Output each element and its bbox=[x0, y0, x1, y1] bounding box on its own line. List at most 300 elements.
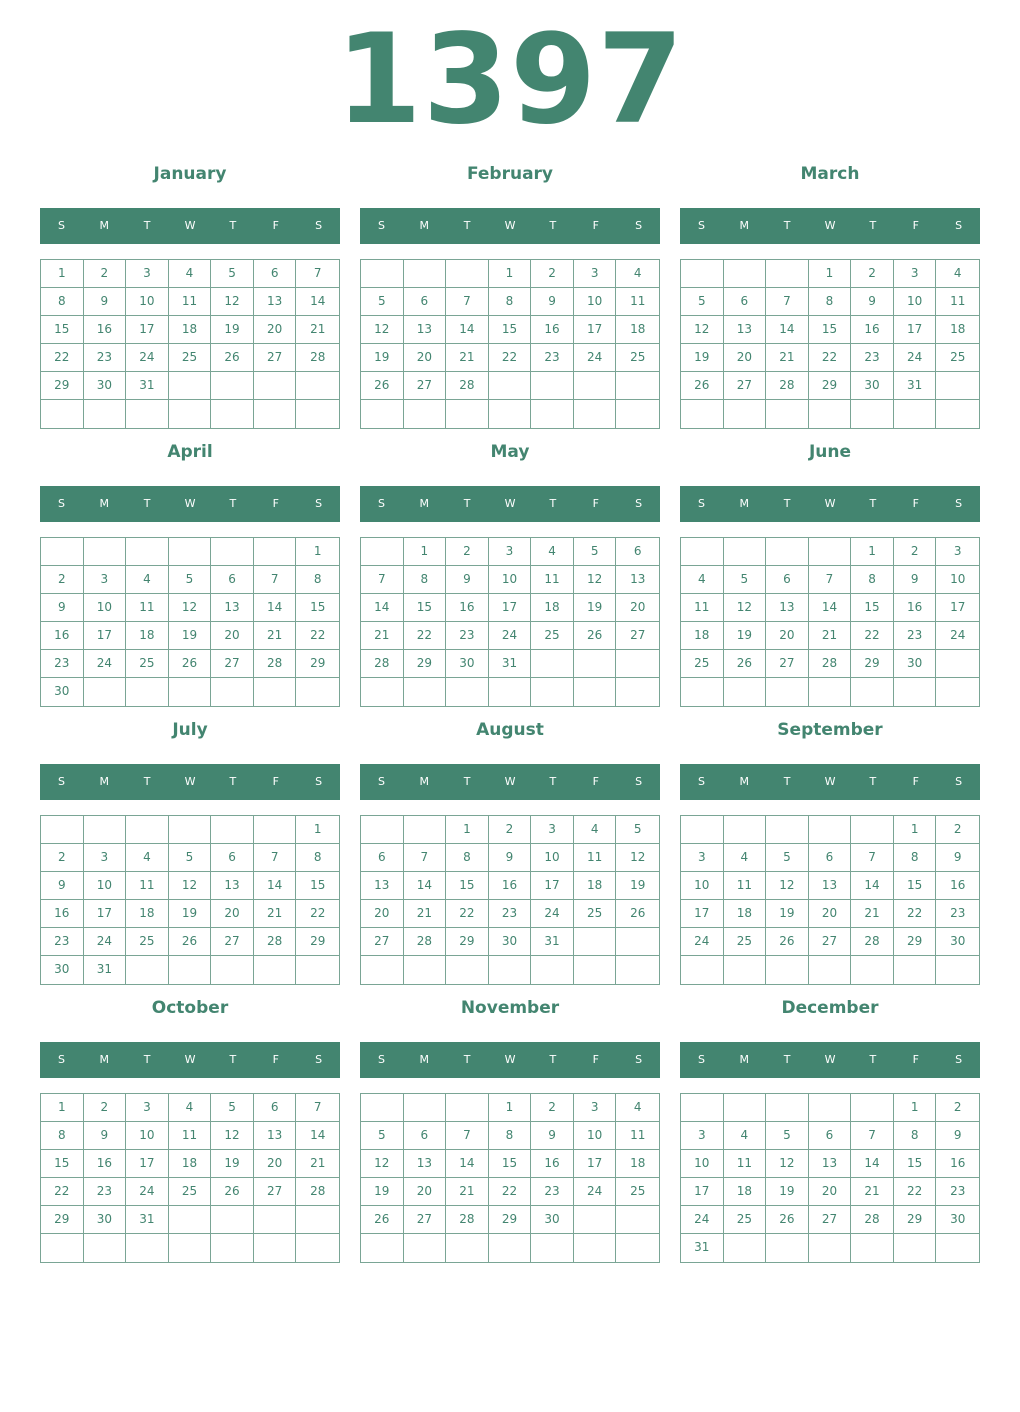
day-cell: 16 bbox=[41, 900, 84, 928]
empty-day-cell bbox=[616, 1234, 659, 1262]
day-cell: 12 bbox=[361, 316, 404, 344]
month-april bbox=[40, 438, 340, 707]
day-cell: 12 bbox=[766, 1150, 809, 1178]
day-cell: 23 bbox=[84, 1178, 127, 1206]
day-cell: 26 bbox=[361, 372, 404, 400]
month-title: December bbox=[781, 998, 879, 1018]
empty-day-cell bbox=[404, 678, 447, 706]
empty-day-cell bbox=[766, 956, 809, 984]
weekday-label: S bbox=[697, 775, 705, 788]
day-cell: 26 bbox=[574, 622, 617, 650]
empty-day-cell bbox=[296, 400, 339, 428]
day-cell: 27 bbox=[211, 928, 254, 956]
day-cell: 18 bbox=[531, 594, 574, 622]
month-january bbox=[40, 160, 340, 429]
empty-day-cell bbox=[404, 1094, 447, 1122]
empty-day-cell bbox=[681, 956, 724, 984]
empty-day-cell bbox=[851, 1234, 894, 1262]
weekday-label: W bbox=[824, 775, 836, 788]
day-cell: 15 bbox=[809, 316, 852, 344]
empty-day-cell bbox=[531, 678, 574, 706]
empty-day-cell bbox=[446, 956, 489, 984]
day-cell: 4 bbox=[126, 566, 169, 594]
empty-day-cell bbox=[574, 928, 617, 956]
day-cell: 25 bbox=[169, 1178, 212, 1206]
day-cell: 5 bbox=[211, 260, 254, 288]
day-cell: 1 bbox=[296, 538, 339, 566]
month-november bbox=[360, 994, 660, 1263]
day-cell: 18 bbox=[126, 900, 169, 928]
weekday-label: S bbox=[955, 1053, 963, 1066]
day-cell: 8 bbox=[894, 1122, 937, 1150]
empty-day-cell bbox=[724, 1234, 767, 1262]
empty-day-cell bbox=[84, 816, 127, 844]
day-cell: 3 bbox=[681, 844, 724, 872]
weekday-label: M bbox=[419, 775, 430, 788]
day-cell: 8 bbox=[404, 566, 447, 594]
day-cell: 5 bbox=[574, 538, 617, 566]
day-cell: 31 bbox=[126, 1206, 169, 1234]
day-cell: 26 bbox=[211, 1178, 254, 1206]
day-cell: 7 bbox=[851, 1122, 894, 1150]
day-cell: 22 bbox=[894, 900, 937, 928]
empty-day-cell bbox=[531, 650, 574, 678]
day-cell: 7 bbox=[766, 288, 809, 316]
day-cell: 6 bbox=[211, 844, 254, 872]
day-cell: 23 bbox=[851, 344, 894, 372]
day-cell: 13 bbox=[404, 1150, 447, 1178]
day-cell: 8 bbox=[296, 566, 339, 594]
day-cell: 12 bbox=[574, 566, 617, 594]
day-cell: 1 bbox=[41, 260, 84, 288]
day-cell: 15 bbox=[296, 594, 339, 622]
weekday-label: W bbox=[184, 497, 196, 510]
empty-day-cell bbox=[936, 400, 979, 428]
weekday-label: F bbox=[912, 775, 919, 788]
day-cell: 7 bbox=[446, 1122, 489, 1150]
day-cell: 2 bbox=[531, 1094, 574, 1122]
day-cell: 30 bbox=[851, 372, 894, 400]
weekday-label: M bbox=[99, 1053, 110, 1066]
weekday-label: T bbox=[463, 219, 471, 232]
empty-day-cell bbox=[616, 1206, 659, 1234]
day-cell: 21 bbox=[766, 344, 809, 372]
day-cell: 24 bbox=[681, 928, 724, 956]
day-cell: 21 bbox=[851, 1178, 894, 1206]
day-grid bbox=[360, 537, 660, 707]
day-cell: 15 bbox=[446, 872, 489, 900]
day-cell: 10 bbox=[126, 1122, 169, 1150]
weekday-label: S bbox=[955, 775, 963, 788]
day-cell: 13 bbox=[809, 1150, 852, 1178]
day-cell: 27 bbox=[361, 928, 404, 956]
day-cell: 28 bbox=[404, 928, 447, 956]
day-cell: 1 bbox=[851, 538, 894, 566]
day-cell: 17 bbox=[681, 900, 724, 928]
day-cell: 17 bbox=[894, 316, 937, 344]
day-cell: 31 bbox=[489, 650, 532, 678]
day-cell: 24 bbox=[489, 622, 532, 650]
day-cell: 19 bbox=[361, 344, 404, 372]
day-cell: 22 bbox=[296, 622, 339, 650]
day-cell: 10 bbox=[574, 288, 617, 316]
month-title: March bbox=[800, 164, 860, 184]
day-cell: 20 bbox=[404, 1178, 447, 1206]
day-cell: 13 bbox=[254, 288, 297, 316]
empty-day-cell bbox=[574, 1234, 617, 1262]
empty-day-cell bbox=[489, 1234, 532, 1262]
day-cell: 20 bbox=[404, 344, 447, 372]
day-cell: 31 bbox=[126, 372, 169, 400]
day-cell: 8 bbox=[446, 844, 489, 872]
weekday-label: W bbox=[184, 219, 196, 232]
empty-day-cell bbox=[766, 678, 809, 706]
day-cell: 27 bbox=[766, 650, 809, 678]
day-cell: 21 bbox=[809, 622, 852, 650]
weekday-label: T bbox=[143, 775, 151, 788]
empty-day-cell bbox=[84, 538, 127, 566]
day-cell: 11 bbox=[616, 1122, 659, 1150]
empty-day-cell bbox=[724, 678, 767, 706]
day-cell: 2 bbox=[84, 260, 127, 288]
empty-day-cell bbox=[254, 400, 297, 428]
day-cell: 30 bbox=[41, 956, 84, 984]
weekday-header bbox=[360, 764, 660, 800]
weekday-label: T bbox=[549, 497, 557, 510]
day-cell: 2 bbox=[489, 816, 532, 844]
day-cell: 21 bbox=[296, 316, 339, 344]
empty-day-cell bbox=[254, 1206, 297, 1234]
day-cell: 15 bbox=[894, 1150, 937, 1178]
day-cell: 1 bbox=[894, 816, 937, 844]
weekday-label: W bbox=[824, 219, 836, 232]
weekday-label: T bbox=[783, 1053, 791, 1066]
empty-day-cell bbox=[936, 372, 979, 400]
day-cell: 27 bbox=[254, 1178, 297, 1206]
empty-day-cell bbox=[41, 400, 84, 428]
day-cell: 26 bbox=[169, 928, 212, 956]
day-cell: 12 bbox=[169, 872, 212, 900]
day-cell: 6 bbox=[616, 538, 659, 566]
empty-day-cell bbox=[681, 816, 724, 844]
weekday-label: S bbox=[377, 497, 385, 510]
day-cell: 13 bbox=[616, 566, 659, 594]
day-cell: 8 bbox=[809, 288, 852, 316]
day-cell: 18 bbox=[616, 1150, 659, 1178]
day-cell: 31 bbox=[681, 1234, 724, 1262]
day-cell: 9 bbox=[489, 844, 532, 872]
empty-day-cell bbox=[574, 372, 617, 400]
day-cell: 17 bbox=[574, 316, 617, 344]
day-cell: 19 bbox=[361, 1178, 404, 1206]
empty-day-cell bbox=[404, 260, 447, 288]
day-cell: 2 bbox=[894, 538, 937, 566]
day-cell: 7 bbox=[361, 566, 404, 594]
day-cell: 8 bbox=[41, 288, 84, 316]
day-cell: 17 bbox=[126, 316, 169, 344]
weekday-header bbox=[680, 764, 980, 800]
weekday-label: T bbox=[783, 219, 791, 232]
day-cell: 20 bbox=[809, 900, 852, 928]
weekday-header bbox=[680, 208, 980, 244]
day-cell: 5 bbox=[724, 566, 767, 594]
day-cell: 9 bbox=[936, 1122, 979, 1150]
empty-day-cell bbox=[169, 372, 212, 400]
weekday-label: T bbox=[869, 775, 877, 788]
empty-day-cell bbox=[361, 678, 404, 706]
day-cell: 5 bbox=[681, 288, 724, 316]
empty-day-cell bbox=[936, 678, 979, 706]
empty-day-cell bbox=[211, 372, 254, 400]
day-cell: 14 bbox=[809, 594, 852, 622]
day-cell: 26 bbox=[766, 1206, 809, 1234]
empty-day-cell bbox=[851, 400, 894, 428]
empty-day-cell bbox=[41, 816, 84, 844]
empty-day-cell bbox=[404, 1234, 447, 1262]
day-cell: 20 bbox=[724, 344, 767, 372]
empty-day-cell bbox=[169, 538, 212, 566]
day-cell: 30 bbox=[489, 928, 532, 956]
day-cell: 9 bbox=[894, 566, 937, 594]
day-cell: 11 bbox=[169, 1122, 212, 1150]
day-cell: 3 bbox=[126, 1094, 169, 1122]
empty-day-cell bbox=[211, 816, 254, 844]
month-title: September bbox=[777, 720, 883, 740]
day-cell: 11 bbox=[724, 1150, 767, 1178]
day-cell: 10 bbox=[84, 872, 127, 900]
day-cell: 3 bbox=[531, 816, 574, 844]
day-cell: 28 bbox=[766, 372, 809, 400]
day-cell: 9 bbox=[531, 288, 574, 316]
day-cell: 22 bbox=[851, 622, 894, 650]
day-cell: 22 bbox=[489, 1178, 532, 1206]
day-cell: 30 bbox=[936, 928, 979, 956]
day-cell: 10 bbox=[936, 566, 979, 594]
day-cell: 31 bbox=[894, 372, 937, 400]
day-cell: 30 bbox=[41, 678, 84, 706]
empty-day-cell bbox=[211, 956, 254, 984]
day-cell: 14 bbox=[361, 594, 404, 622]
day-cell: 7 bbox=[446, 288, 489, 316]
day-cell: 26 bbox=[766, 928, 809, 956]
day-cell: 21 bbox=[851, 900, 894, 928]
month-october bbox=[40, 994, 340, 1263]
day-cell: 19 bbox=[574, 594, 617, 622]
day-cell: 17 bbox=[489, 594, 532, 622]
empty-day-cell bbox=[616, 928, 659, 956]
day-cell: 14 bbox=[446, 1150, 489, 1178]
empty-day-cell bbox=[894, 1234, 937, 1262]
weekday-label: F bbox=[272, 775, 279, 788]
day-cell: 7 bbox=[404, 844, 447, 872]
day-cell: 8 bbox=[489, 1122, 532, 1150]
empty-day-cell bbox=[894, 400, 937, 428]
day-cell: 25 bbox=[126, 650, 169, 678]
day-cell: 24 bbox=[681, 1206, 724, 1234]
month-august bbox=[360, 716, 660, 985]
day-cell: 2 bbox=[531, 260, 574, 288]
day-cell: 19 bbox=[616, 872, 659, 900]
day-cell: 20 bbox=[254, 1150, 297, 1178]
day-cell: 26 bbox=[361, 1206, 404, 1234]
empty-day-cell bbox=[766, 1234, 809, 1262]
empty-day-cell bbox=[84, 400, 127, 428]
weekday-label: T bbox=[143, 219, 151, 232]
weekday-label: M bbox=[419, 219, 430, 232]
empty-day-cell bbox=[766, 538, 809, 566]
empty-day-cell bbox=[126, 538, 169, 566]
day-cell: 17 bbox=[84, 900, 127, 928]
empty-day-cell bbox=[446, 400, 489, 428]
day-cell: 27 bbox=[809, 928, 852, 956]
day-cell: 18 bbox=[126, 622, 169, 650]
day-cell: 17 bbox=[531, 872, 574, 900]
empty-day-cell bbox=[361, 956, 404, 984]
empty-day-cell bbox=[894, 956, 937, 984]
day-cell: 13 bbox=[404, 316, 447, 344]
empty-day-cell bbox=[296, 1206, 339, 1234]
empty-day-cell bbox=[809, 538, 852, 566]
day-cell: 7 bbox=[851, 844, 894, 872]
day-cell: 17 bbox=[126, 1150, 169, 1178]
month-title: October bbox=[151, 998, 229, 1018]
weekday-label: M bbox=[99, 497, 110, 510]
month-title: May bbox=[490, 442, 530, 462]
day-cell: 29 bbox=[41, 1206, 84, 1234]
weekday-label: F bbox=[592, 775, 599, 788]
day-cell: 11 bbox=[126, 594, 169, 622]
empty-day-cell bbox=[489, 400, 532, 428]
empty-day-cell bbox=[296, 372, 339, 400]
day-cell: 28 bbox=[446, 372, 489, 400]
day-cell: 29 bbox=[296, 928, 339, 956]
weekday-label: T bbox=[869, 219, 877, 232]
day-cell: 15 bbox=[296, 872, 339, 900]
day-cell: 24 bbox=[894, 344, 937, 372]
day-cell: 13 bbox=[361, 872, 404, 900]
empty-day-cell bbox=[446, 1234, 489, 1262]
weekday-header bbox=[360, 1042, 660, 1078]
day-cell: 29 bbox=[41, 372, 84, 400]
weekday-label: T bbox=[229, 497, 237, 510]
day-cell: 25 bbox=[169, 344, 212, 372]
day-cell: 6 bbox=[809, 1122, 852, 1150]
day-cell: 17 bbox=[574, 1150, 617, 1178]
weekday-label: W bbox=[504, 775, 516, 788]
day-cell: 11 bbox=[616, 288, 659, 316]
day-cell: 4 bbox=[681, 566, 724, 594]
day-cell: 29 bbox=[851, 650, 894, 678]
weekday-label: S bbox=[635, 497, 643, 510]
day-cell: 8 bbox=[296, 844, 339, 872]
weekday-label: T bbox=[143, 497, 151, 510]
day-cell: 30 bbox=[84, 1206, 127, 1234]
empty-day-cell bbox=[254, 678, 297, 706]
day-cell: 7 bbox=[296, 260, 339, 288]
day-cell: 25 bbox=[936, 344, 979, 372]
day-cell: 30 bbox=[894, 650, 937, 678]
day-cell: 28 bbox=[254, 650, 297, 678]
day-cell: 20 bbox=[211, 900, 254, 928]
day-cell: 28 bbox=[361, 650, 404, 678]
empty-day-cell bbox=[766, 400, 809, 428]
day-cell: 5 bbox=[169, 566, 212, 594]
empty-day-cell bbox=[361, 400, 404, 428]
empty-day-cell bbox=[361, 1234, 404, 1262]
weekday-label: M bbox=[739, 1053, 750, 1066]
empty-day-cell bbox=[361, 260, 404, 288]
empty-day-cell bbox=[446, 678, 489, 706]
day-cell: 22 bbox=[41, 1178, 84, 1206]
day-cell: 23 bbox=[894, 622, 937, 650]
empty-day-cell bbox=[489, 678, 532, 706]
empty-day-cell bbox=[489, 956, 532, 984]
month-february bbox=[360, 160, 660, 429]
day-cell: 9 bbox=[84, 288, 127, 316]
weekday-label: T bbox=[143, 1053, 151, 1066]
weekday-header bbox=[40, 208, 340, 244]
day-grid bbox=[40, 1093, 340, 1263]
empty-day-cell bbox=[809, 816, 852, 844]
day-cell: 13 bbox=[724, 316, 767, 344]
month-december bbox=[680, 994, 980, 1263]
day-cell: 4 bbox=[574, 816, 617, 844]
day-cell: 18 bbox=[616, 316, 659, 344]
day-cell: 8 bbox=[851, 566, 894, 594]
day-cell: 31 bbox=[84, 956, 127, 984]
empty-day-cell bbox=[489, 372, 532, 400]
weekday-header bbox=[40, 1042, 340, 1078]
day-grid bbox=[40, 259, 340, 429]
empty-day-cell bbox=[616, 400, 659, 428]
day-cell: 10 bbox=[894, 288, 937, 316]
day-cell: 15 bbox=[41, 1150, 84, 1178]
empty-day-cell bbox=[41, 538, 84, 566]
weekday-label: S bbox=[697, 219, 705, 232]
empty-day-cell bbox=[211, 400, 254, 428]
day-cell: 4 bbox=[616, 1094, 659, 1122]
empty-day-cell bbox=[169, 400, 212, 428]
day-cell: 24 bbox=[574, 344, 617, 372]
weekday-label: M bbox=[739, 219, 750, 232]
weekday-label: S bbox=[697, 1053, 705, 1066]
day-cell: 14 bbox=[851, 1150, 894, 1178]
day-cell: 15 bbox=[851, 594, 894, 622]
day-cell: 30 bbox=[84, 372, 127, 400]
weekday-label: W bbox=[824, 497, 836, 510]
weekday-label: T bbox=[463, 1053, 471, 1066]
empty-day-cell bbox=[574, 956, 617, 984]
weekday-label: S bbox=[697, 497, 705, 510]
weekday-header bbox=[40, 486, 340, 522]
day-cell: 27 bbox=[724, 372, 767, 400]
weekday-header bbox=[680, 486, 980, 522]
day-cell: 31 bbox=[531, 928, 574, 956]
empty-day-cell bbox=[681, 260, 724, 288]
day-cell: 13 bbox=[766, 594, 809, 622]
empty-day-cell bbox=[446, 1094, 489, 1122]
weekday-label: S bbox=[377, 219, 385, 232]
weekday-label: S bbox=[377, 1053, 385, 1066]
empty-day-cell bbox=[936, 1234, 979, 1262]
weekday-label: T bbox=[549, 1053, 557, 1066]
empty-day-cell bbox=[404, 816, 447, 844]
weekday-label: F bbox=[272, 1053, 279, 1066]
day-grid bbox=[680, 537, 980, 707]
empty-day-cell bbox=[531, 956, 574, 984]
day-cell: 19 bbox=[211, 1150, 254, 1178]
empty-day-cell bbox=[126, 400, 169, 428]
